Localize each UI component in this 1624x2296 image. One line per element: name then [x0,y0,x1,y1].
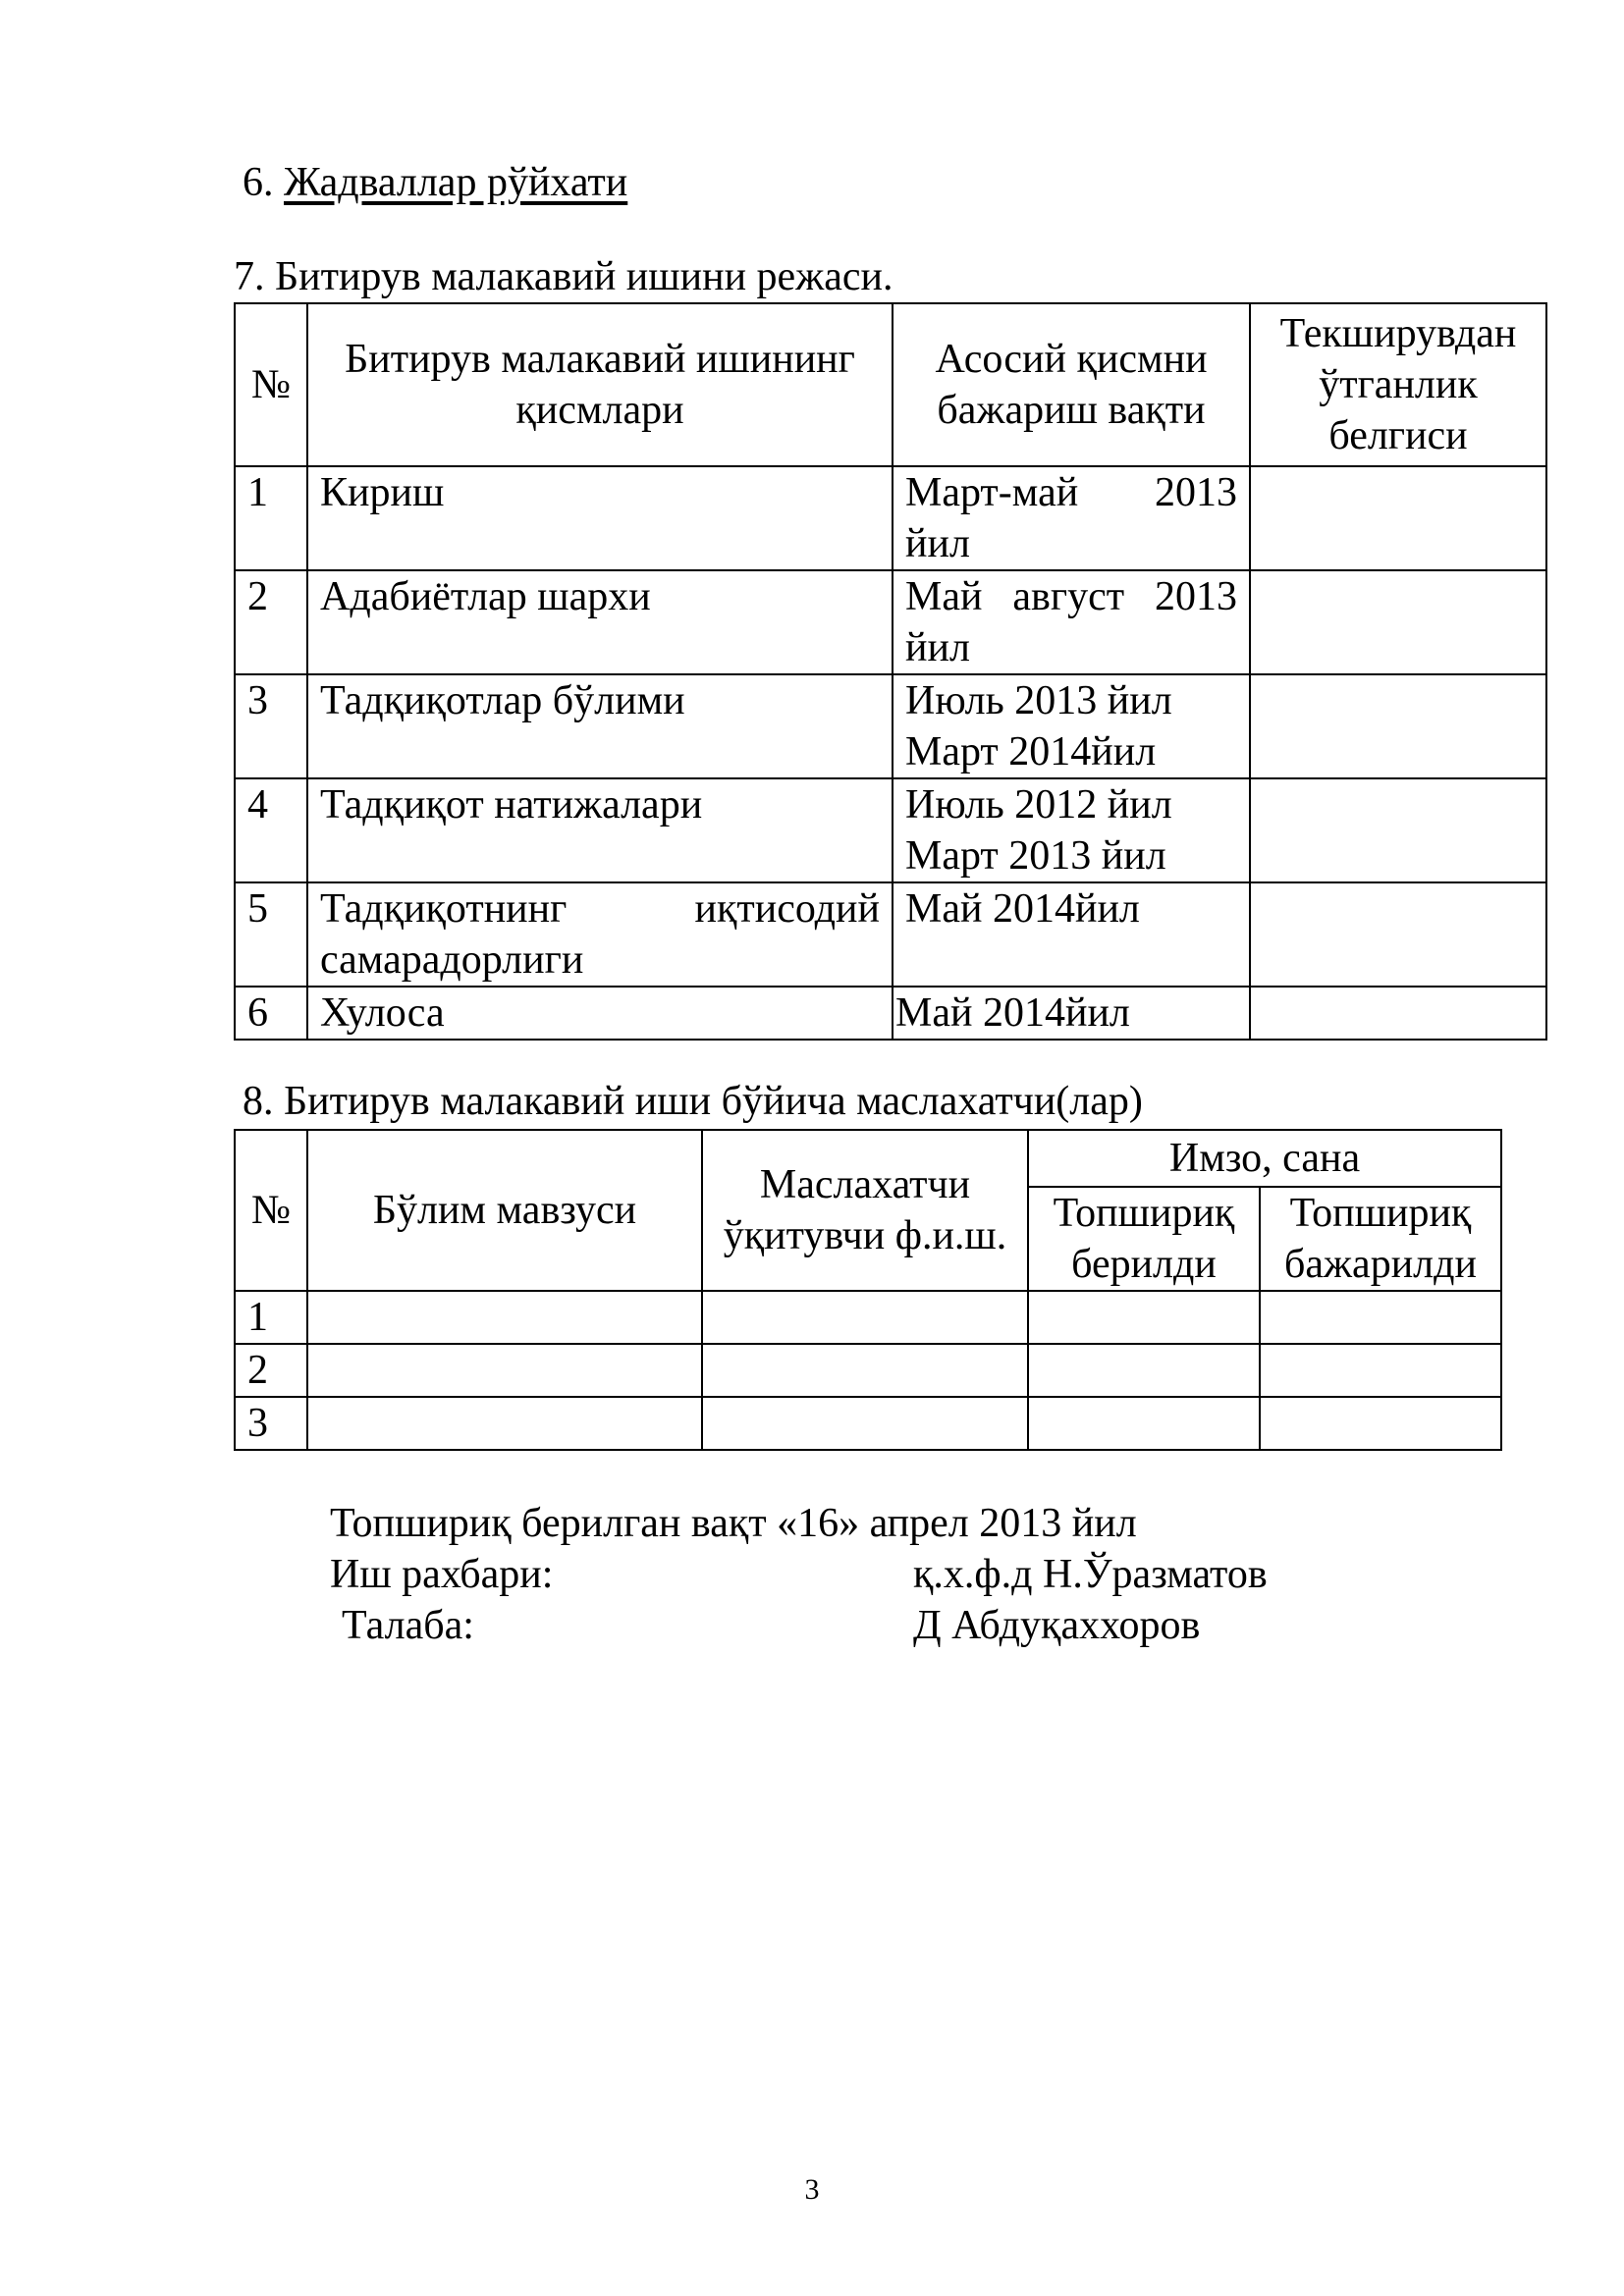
row-time [893,674,1250,778]
row-part: Кириш [307,466,893,570]
row-number: 6 [235,987,307,1040]
row-time-line1: Март-май 2013 [905,470,1237,515]
row-number: 2 [235,570,307,674]
row-time [893,466,1250,570]
student-label: Талаба: [342,1603,474,1648]
plan-table [234,302,1547,1041]
row-time-line2: йил [905,625,970,670]
row-part-line2: самарадорлиги [320,937,584,983]
advisors-header-advisor: Маслахатчи ўқитувчи ф.и.ш. [702,1130,1028,1291]
row-number: 4 [235,778,307,882]
row-advisor [702,1291,1028,1344]
table-row [235,882,1546,987]
row-done [1260,1344,1501,1397]
row-time-line2: Март 2014йил [905,729,1157,774]
page-number: 3 [804,2173,820,2206]
row-check [1250,674,1546,778]
table-row [235,466,1546,570]
row-time [893,570,1250,674]
row-check [1250,466,1546,570]
table-row [235,987,1546,1040]
row-number: 1 [235,466,307,570]
row-given [1028,1397,1260,1450]
row-time-line2: йил [905,521,970,566]
row-advisor [702,1397,1028,1450]
row-check [1250,778,1546,882]
row-number: 5 [235,882,307,987]
table-row [235,1397,1501,1450]
supervisor-label: Иш рахбари: [330,1552,554,1597]
row-time-line1: Июль 2012 йил [905,782,1172,828]
table-row [235,1344,1501,1397]
advisors-table [234,1129,1502,1451]
row-part-line1: Тадқиқотнинг иқтисодий [320,886,880,932]
row-number: 3 [235,1397,307,1450]
section-7-title: 7. Битирув малакавий ишини режаси. [234,254,893,299]
row-done [1260,1291,1501,1344]
section-8-title: 8. Битирув малакавий иши бўйича маслахатчи(лар) [243,1079,1143,1124]
row-done [1260,1397,1501,1450]
advisors-header-num: № [235,1130,307,1291]
row-check [1250,987,1546,1040]
row-given [1028,1291,1260,1344]
plan-header-time: Асосий қисмни бажариш вақти [893,303,1250,466]
row-time-line1: Май август 2013 [905,574,1237,619]
row-time-line1: Май 2014йил [895,990,1130,1036]
advisors-header-topic: Бўлим мавзуси [307,1130,702,1291]
section-6-heading [243,159,627,206]
row-topic [307,1397,702,1450]
row-time [893,987,1250,1040]
section-6-number: 6. [243,160,274,205]
table-row [235,570,1546,674]
advisors-header-done: Топшириқ бажарилди [1260,1187,1501,1291]
plan-table-header-row [235,303,1546,466]
row-check [1250,882,1546,987]
advisors-header-given: Топшириқ берилди [1028,1187,1260,1291]
row-topic [307,1291,702,1344]
table-row [235,1291,1501,1344]
row-check [1250,570,1546,674]
row-time-line1: Май 2014йил [905,886,1140,932]
plan-header-num: № [235,303,307,466]
row-part: Хулоса [307,987,893,1040]
advisors-header-signature: Имзо, сана [1028,1130,1501,1187]
row-time [893,778,1250,882]
section-6-title: Жадваллар рўйхати [284,160,628,205]
row-time-line1: Июль 2013 йил [905,678,1172,723]
row-part: Тадқиқотлар бўлими [307,674,893,778]
assignment-date: Топшириқ берилган вақт «16» апрел 2013 йил [330,1501,1137,1546]
row-part [307,882,893,987]
table-row [235,778,1546,882]
plan-header-check: Текширувдан ўтганлик белгиси [1250,303,1546,466]
plan-header-parts: Битирув малакавий ишининг қисмлари [307,303,893,466]
row-given [1028,1344,1260,1397]
row-time-line2: Март 2013 йил [905,833,1166,879]
table-row [235,674,1546,778]
row-topic [307,1344,702,1397]
row-time [893,882,1250,987]
supervisor-name: қ.х.ф.д Н.Ўразматов [913,1552,1268,1597]
row-part: Тадқиқот натижалари [307,778,893,882]
advisors-header-row [235,1130,1501,1187]
row-number: 1 [235,1291,307,1344]
student-name: Д Абдуқаххоров [913,1603,1201,1648]
row-number: 3 [235,674,307,778]
row-advisor [702,1344,1028,1397]
row-number: 2 [235,1344,307,1397]
row-part: Адабиётлар шархи [307,570,893,674]
